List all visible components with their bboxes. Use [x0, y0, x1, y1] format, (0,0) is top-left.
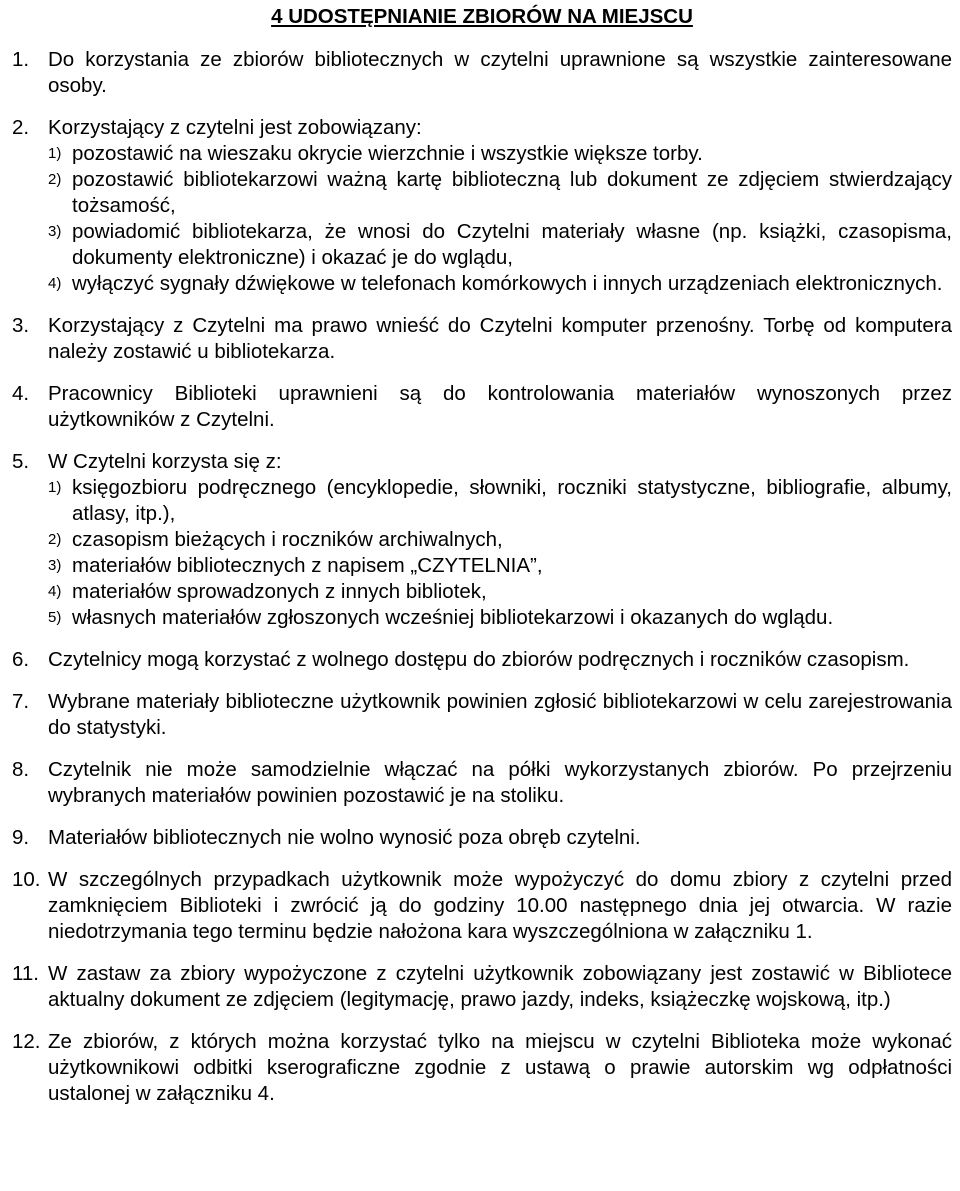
list-item [12, 115, 952, 297]
sub-item-text: materiałów sprowadzonych z innych bibliotek, [72, 580, 487, 603]
item-number: 2. [12, 116, 30, 139]
section-title: 4 UDOSTĘPNIANIE ZBIORÓW NA MIEJSCU [271, 5, 693, 28]
sub-item [48, 271, 952, 297]
sub-item-number: 3) [48, 223, 62, 240]
sub-item [48, 475, 952, 527]
item-text: W szczególnych przypadkach użytkownik może wypożyczyć do domu zbiory z czytelni przed zamknięciem Biblioteki i zwrócić ją do godziny 10.00 następnego dnia jej otwarcia. W razie niedotrzymania tego terminu będzie nałożona kara wyszczególniona w załączniku 1. [48, 868, 952, 943]
sub-item [48, 167, 952, 219]
item-text: Czytelnicy mogą korzystać z wolnego dostępu do zbiorów podręcznych i roczników czasopism. [48, 648, 910, 671]
list-item [12, 449, 952, 631]
item-number: 12. [12, 1030, 41, 1053]
item-number: 9. [12, 826, 30, 849]
sub-item-number: 2) [48, 171, 62, 188]
item-number: 3. [12, 314, 30, 337]
sub-item-number: 1) [48, 145, 62, 162]
sub-item-text: wyłączyć sygnały dźwiękowe w telefonach komórkowych i innych urządzeniach elektronicznych. [72, 272, 943, 295]
sub-item-text: materiałów bibliotecznych z napisem „CZYTELNIA”, [72, 554, 543, 577]
item-text: Materiałów bibliotecznych nie wolno wynosić poza obręb czytelni. [48, 826, 641, 849]
item-text: Do korzystania ze zbiorów bibliotecznych w czytelni uprawnione są wszystkie zainteresowane osoby. [48, 48, 952, 97]
sub-item [48, 605, 952, 631]
item-text: Wybrane materiały biblioteczne użytkownik powinien zgłosić bibliotekarzowi w celu zarejestrowania do statystyki. [48, 690, 952, 739]
list-item [12, 47, 952, 99]
sub-item-text: pozostawić na wieszaku okrycie wierzchnie i wszystkie większe torby. [72, 142, 703, 165]
item-body [48, 449, 952, 631]
sub-item-number: 1) [48, 479, 62, 496]
item-number: 8. [12, 758, 30, 781]
sub-item-number: 4) [48, 583, 62, 600]
sub-item [48, 553, 952, 579]
item-number: 1. [12, 48, 30, 71]
item-number: 5. [12, 450, 30, 473]
item-number: 11. [12, 962, 39, 985]
sub-item-number: 2) [48, 531, 62, 548]
sub-item-text: czasopism bieżących i roczników archiwalnych, [72, 528, 503, 551]
item-text: W zastaw za zbiory wypożyczone z czytelni użytkownik zobowiązany jest zostawić w Bibliotece aktualny dokument ze zdjęciem (legitymację, prawo jazdy, indeks, książeczkę wojskową, itp.) [48, 962, 952, 1011]
sub-item [48, 219, 952, 271]
item-number: 6. [12, 648, 30, 671]
item-body [48, 115, 952, 297]
sub-item-number: 4) [48, 275, 62, 292]
list-item [12, 381, 952, 433]
item-number: 10. [12, 868, 41, 891]
item-text: Korzystający z Czytelni ma prawo wnieść do Czytelni komputer przenośny. Torbę od komputera należy zostawić u bibliotekarza. [48, 314, 952, 363]
item-text: Ze zbiorów, z których można korzystać tylko na miejscu w czytelni Biblioteka może wykonać użytkownikowi odbitki kserograficzne zgodnie z ustawą o prawie autorskim wg odpłatności ustalonej w załączniku 4. [48, 1030, 952, 1105]
item-text: Korzystający z czytelni jest zobowiązany: [48, 116, 422, 139]
sub-item-text: pozostawić bibliotekarzowi ważną kartę biblioteczną lub dokument ze zdjęciem stwierdzający tożsamość, [72, 168, 952, 217]
sub-item [48, 141, 952, 167]
list-item [12, 867, 952, 945]
sub-item [48, 527, 952, 553]
list-item [12, 757, 952, 809]
sub-item-number: 3) [48, 557, 62, 574]
sub-item-text: własnych materiałów zgłoszonych wcześniej bibliotekarzowi i okazanych do wglądu. [72, 606, 834, 629]
list-item [12, 825, 952, 851]
list-item [12, 1029, 952, 1107]
sub-item [48, 579, 952, 605]
item-number: 7. [12, 690, 30, 713]
sub-item-number: 5) [48, 609, 62, 626]
item-number: 4. [12, 382, 30, 405]
item-text: W Czytelni korzysta się z: [48, 450, 282, 473]
list-item [12, 689, 952, 741]
sub-item-text: powiadomić bibliotekarza, że wnosi do Czytelni materiały własne (np. książki, czasopisma, dokumenty elektroniczne) i okazać je do wglądu, [72, 220, 952, 269]
sub-item-text: księgozbioru podręcznego (encyklopedie, słowniki, roczniki statystyczne, bibliografie, albumy, atlasy, itp.), [72, 476, 952, 525]
list-item [12, 647, 952, 673]
item-text: Pracownicy Biblioteki uprawnieni są do kontrolowania materiałów wynoszonych przez użytkowników z Czytelni. [48, 382, 952, 431]
list-item [12, 961, 952, 1013]
list-item [12, 313, 952, 365]
item-text: Czytelnik nie może samodzielnie włączać na półki wykorzystanych zbiorów. Po przejrzeniu wybranych materiałów powinien pozostawić je na stoliku. [48, 758, 952, 807]
